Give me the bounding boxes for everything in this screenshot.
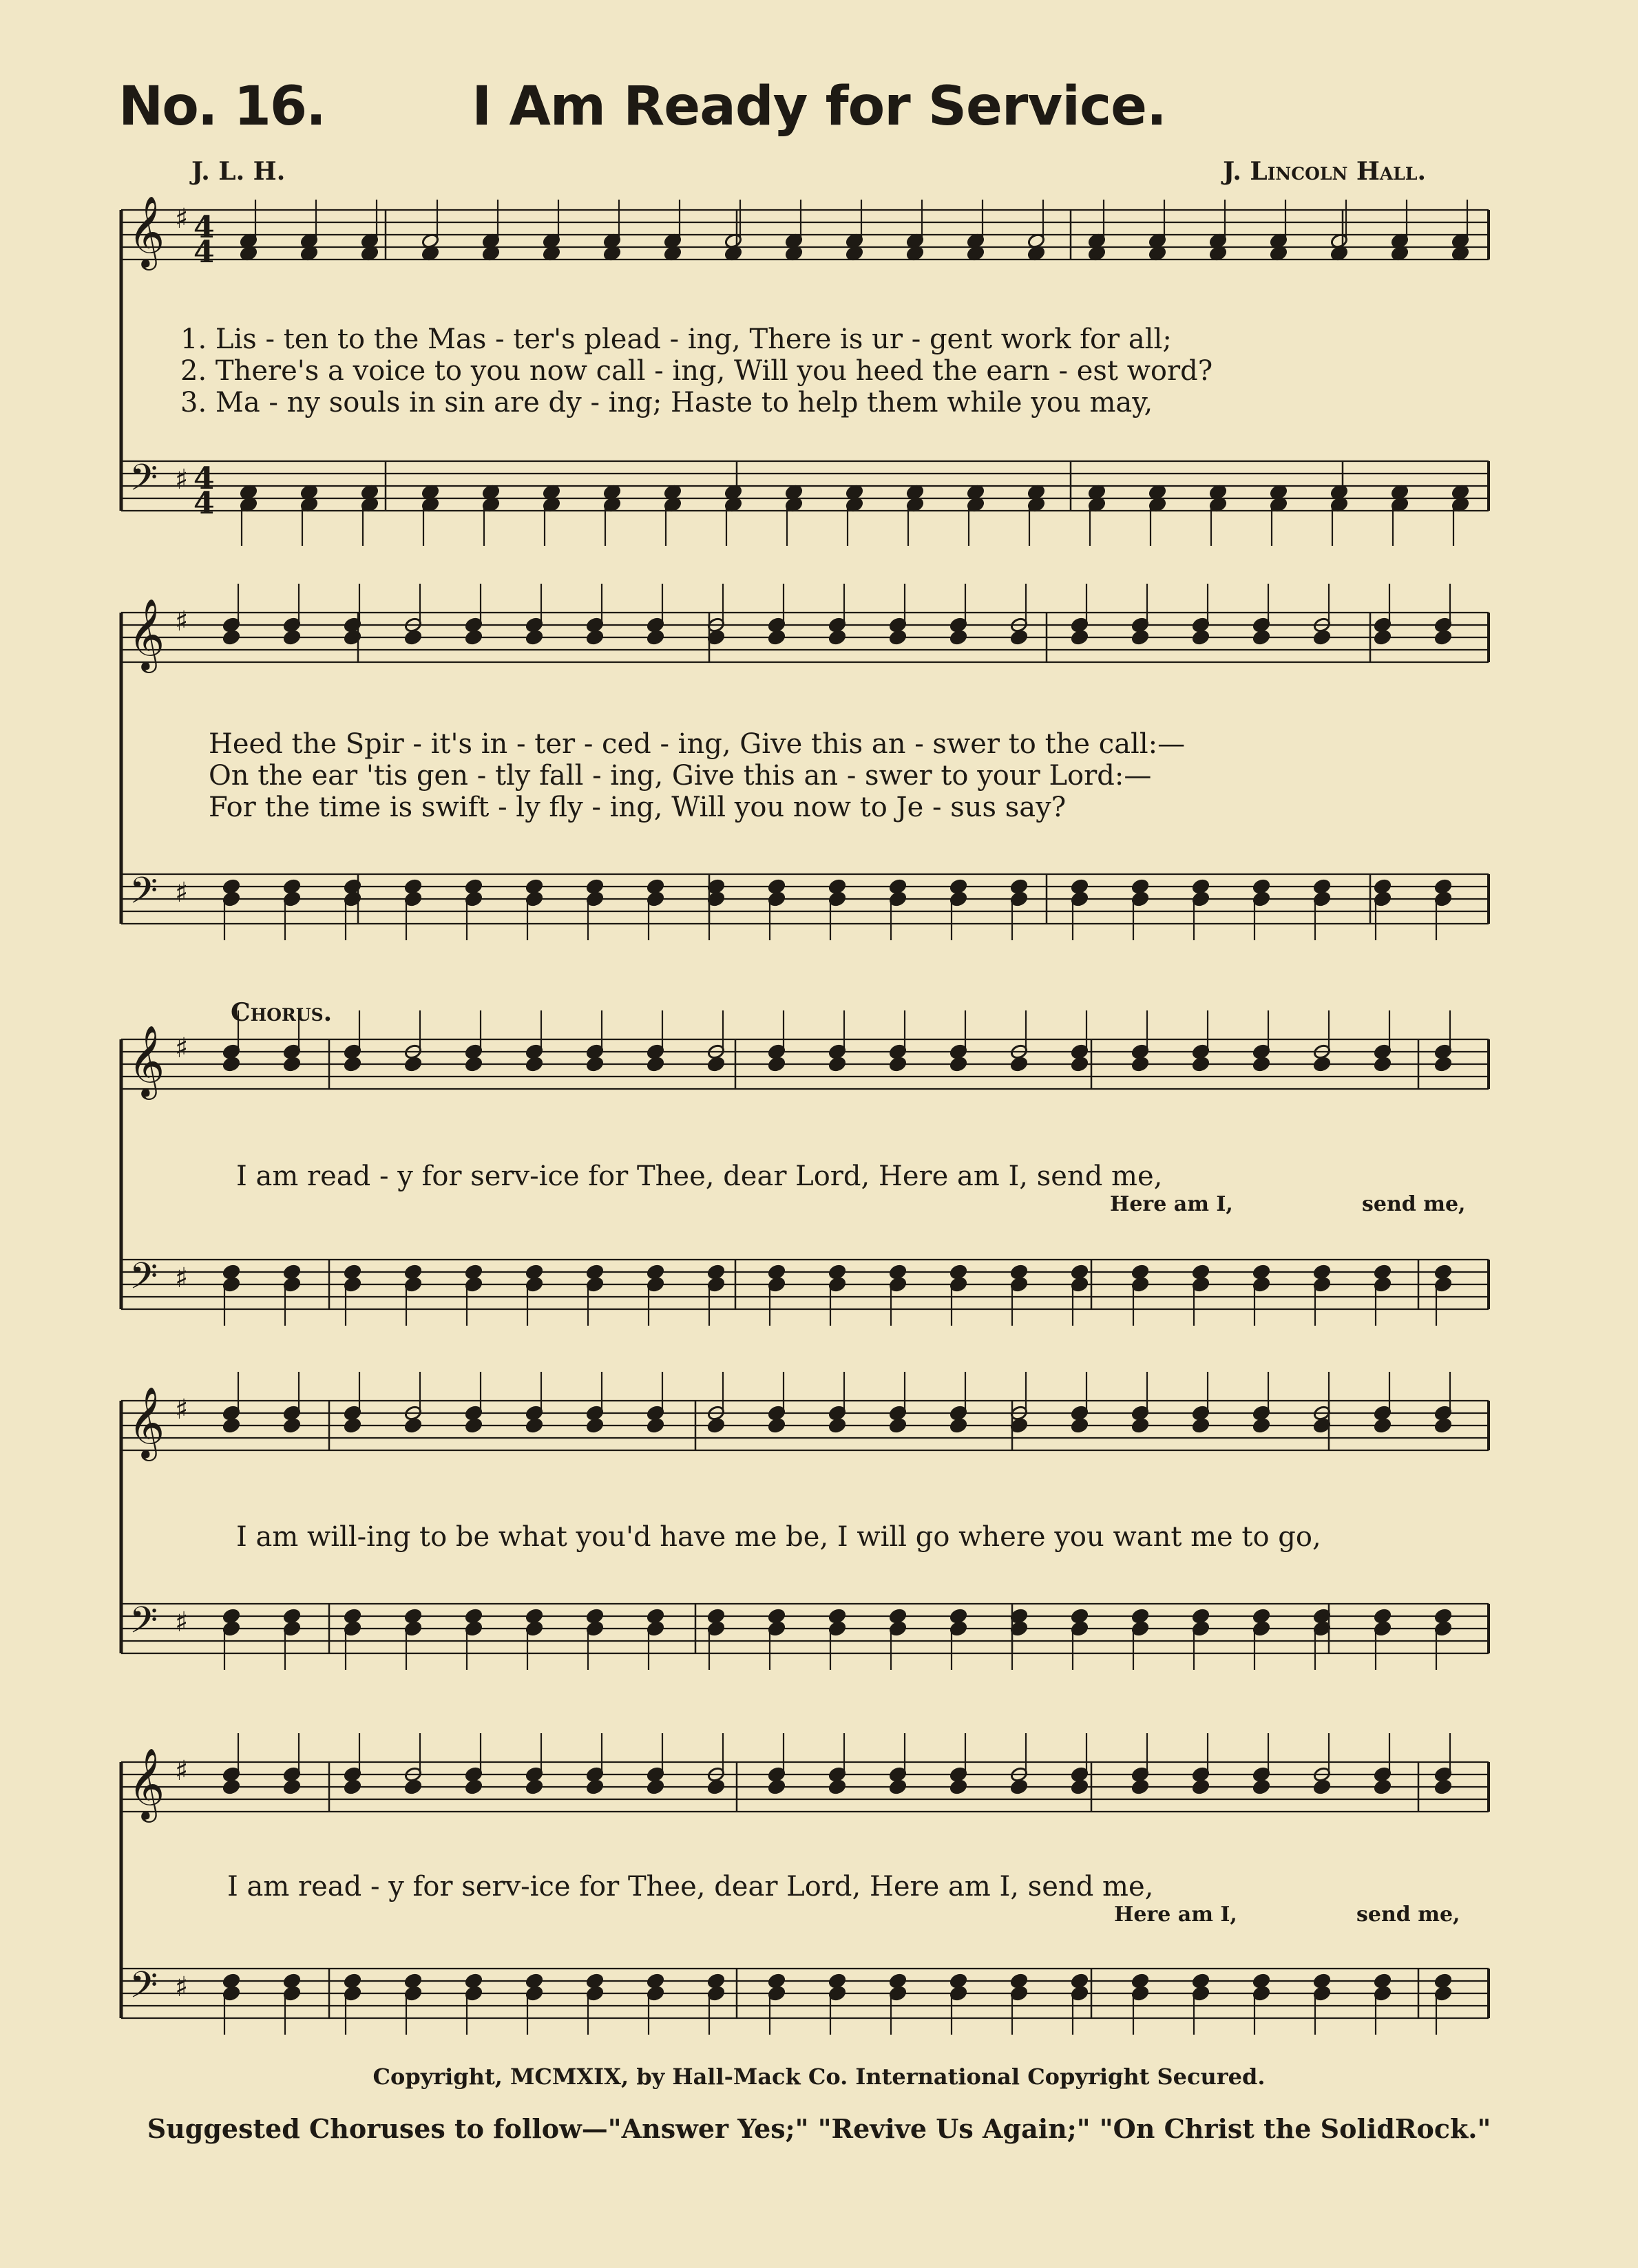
treble-note — [949, 1417, 968, 1434]
treble-note — [404, 1056, 423, 1072]
treble-note — [1313, 1056, 1332, 1072]
treble-note — [1010, 1779, 1029, 1795]
verse-3-line-2: For the time is swift - ly fly - ing, Will you now to Je - sus say? — [209, 792, 1067, 823]
treble-clef-icon: 𝄞 — [128, 1748, 165, 1820]
treble-note — [949, 1779, 968, 1795]
verse-2-line-1: 2. There's a voice to you now call - ing, Will you heed the earn - est word? — [180, 355, 1213, 387]
treble-note — [1192, 1417, 1210, 1434]
treble-note — [404, 1779, 423, 1795]
key-sharp-icon: ♯ — [175, 203, 189, 235]
treble-note — [1434, 1779, 1453, 1795]
chorus-echo-3a: Here am I, — [1114, 1903, 1237, 1927]
treble-note — [222, 1779, 241, 1795]
time-signature-top: 4 — [193, 461, 215, 496]
treble-note — [828, 1056, 847, 1072]
key-sharp-icon: ♯ — [175, 606, 189, 637]
treble-note — [647, 1417, 665, 1434]
treble-note — [344, 629, 362, 646]
treble-note — [222, 1056, 241, 1072]
treble-note — [404, 1417, 423, 1434]
treble-note — [222, 629, 241, 646]
treble-note — [222, 1417, 241, 1434]
suggested-choruses: Suggested Choruses to follow—"Answer Yes;" "Revive Us Again;" "On Christ the SolidRock." — [147, 2113, 1491, 2144]
treble-note — [1071, 1779, 1089, 1795]
treble-note — [1252, 1779, 1271, 1795]
chorus-line-2: I am will-ing to be what you'd have me be, I will go where you want me to go, — [236, 1521, 1321, 1553]
verse-2-line-2: On the ear 'tis gen - tly fall - ing, Give this an - swer to your Lord:— — [209, 760, 1152, 792]
treble-note — [949, 1056, 968, 1072]
treble-note — [586, 629, 605, 646]
key-sharp-icon: ♯ — [175, 1607, 189, 1638]
treble-note — [768, 629, 786, 646]
hymn-number: No. 16. — [118, 76, 325, 138]
bass-clef-icon: 𝄢 — [129, 870, 158, 921]
treble-note — [586, 1779, 605, 1795]
key-sharp-icon: ♯ — [175, 877, 189, 909]
verse-3-line-1: 3. Ma - ny souls in sin are dy - ing; Haste to help them while you may, — [180, 387, 1153, 418]
treble-note — [344, 1779, 362, 1795]
treble-note — [828, 1779, 847, 1795]
treble-clef-icon: 𝄞 — [128, 1025, 165, 1097]
treble-note — [1252, 629, 1271, 646]
treble-note — [1010, 1056, 1029, 1072]
treble-note — [647, 1056, 665, 1072]
treble-note — [283, 1779, 302, 1795]
time-signature-bottom: 4 — [193, 486, 215, 521]
treble-note — [828, 629, 847, 646]
bass-clef-icon: 𝄢 — [129, 1600, 158, 1651]
treble-note — [1131, 629, 1150, 646]
treble-clef-icon: 𝄞 — [128, 1386, 165, 1459]
treble-note — [525, 1779, 544, 1795]
treble-note — [1434, 1417, 1453, 1434]
time-signature-bottom: 4 — [193, 235, 215, 270]
key-sharp-icon: ♯ — [175, 1262, 189, 1294]
treble-note — [949, 629, 968, 646]
treble-note — [1252, 1417, 1271, 1434]
key-sharp-icon: ♯ — [175, 1032, 189, 1064]
treble-note — [768, 1417, 786, 1434]
chorus-echo-3b: send me, — [1356, 1903, 1460, 1927]
treble-note — [889, 1779, 907, 1795]
key-sharp-icon: ♯ — [175, 1394, 189, 1426]
chorus-echo-1a: Here am I, — [1110, 1192, 1233, 1216]
treble-note — [889, 1417, 907, 1434]
treble-note — [1192, 629, 1210, 646]
treble-note — [344, 1056, 362, 1072]
key-sharp-icon: ♯ — [175, 1755, 189, 1787]
key-sharp-icon: ♯ — [175, 1971, 189, 2003]
treble-note — [1192, 1056, 1210, 1072]
treble-note — [586, 1417, 605, 1434]
treble-note — [465, 1779, 483, 1795]
treble-note — [465, 1417, 483, 1434]
treble-note — [1434, 1056, 1453, 1072]
treble-note — [1131, 1417, 1150, 1434]
treble-note — [707, 1417, 726, 1434]
treble-note — [283, 629, 302, 646]
treble-note — [1131, 1779, 1150, 1795]
chorus-label: Chorus. — [231, 998, 333, 1027]
treble-note — [768, 1056, 786, 1072]
treble-note — [1071, 629, 1089, 646]
treble-note — [525, 629, 544, 646]
treble-note — [1313, 1779, 1332, 1795]
treble-note — [1010, 629, 1029, 646]
treble-note — [1374, 1779, 1392, 1795]
treble-note — [889, 629, 907, 646]
treble-note — [283, 1417, 302, 1434]
bass-clef-icon: 𝄢 — [129, 1255, 158, 1306]
bass-clef-icon: 𝄢 — [129, 457, 158, 508]
treble-note — [465, 629, 483, 646]
treble-clef-icon: 𝄞 — [128, 598, 165, 670]
treble-clef-icon: 𝄞 — [128, 195, 165, 268]
key-sharp-icon: ♯ — [175, 464, 189, 496]
verse-1-line-1: 1. Lis - ten to the Mas - ter's plead - ing, There is ur - gent work for all; — [180, 324, 1172, 355]
treble-note — [1252, 1056, 1271, 1072]
treble-note — [707, 1056, 726, 1072]
treble-note — [1434, 629, 1453, 646]
composer-credit: J. Lincoln Hall. — [1223, 157, 1426, 186]
bass-clef-icon: 𝄢 — [129, 1964, 158, 2015]
lyricist-credit: J. L. H. — [191, 157, 286, 186]
treble-note — [525, 1056, 544, 1072]
treble-note — [889, 1056, 907, 1072]
treble-note — [1313, 629, 1332, 646]
treble-note — [1374, 1056, 1392, 1072]
treble-note — [768, 1779, 786, 1795]
treble-note — [1071, 1056, 1089, 1072]
treble-note — [647, 629, 665, 646]
hymn-title: I Am Ready for Service. — [472, 76, 1166, 138]
time-signature-top: 4 — [193, 210, 215, 245]
treble-note — [525, 1417, 544, 1434]
treble-note — [344, 1417, 362, 1434]
treble-note — [1374, 629, 1392, 646]
treble-note — [647, 1779, 665, 1795]
treble-note — [1192, 1779, 1210, 1795]
treble-note — [707, 1779, 726, 1795]
treble-note — [828, 1417, 847, 1434]
verse-1-line-2: Heed the Spir - it's in - ter - ced - ing, Give this an - swer to the call:— — [209, 728, 1186, 760]
treble-note — [465, 1056, 483, 1072]
chorus-line-3: I am read - y for serv-ice for Thee, dear Lord, Here am I, send me, — [227, 1871, 1154, 1903]
copyright-notice: Copyright, MCMXIX, by Hall-Mack Co. International Copyright Secured. — [372, 2064, 1266, 2090]
chorus-line-1: I am read - y for serv-ice for Thee, dear Lord, Here am I, send me, — [236, 1161, 1163, 1192]
treble-note — [404, 629, 423, 646]
treble-note — [1071, 1417, 1089, 1434]
treble-note — [586, 1056, 605, 1072]
treble-note — [1131, 1056, 1150, 1072]
chorus-echo-1b: send me, — [1362, 1192, 1466, 1216]
treble-note — [1374, 1417, 1392, 1434]
treble-note — [283, 1056, 302, 1072]
